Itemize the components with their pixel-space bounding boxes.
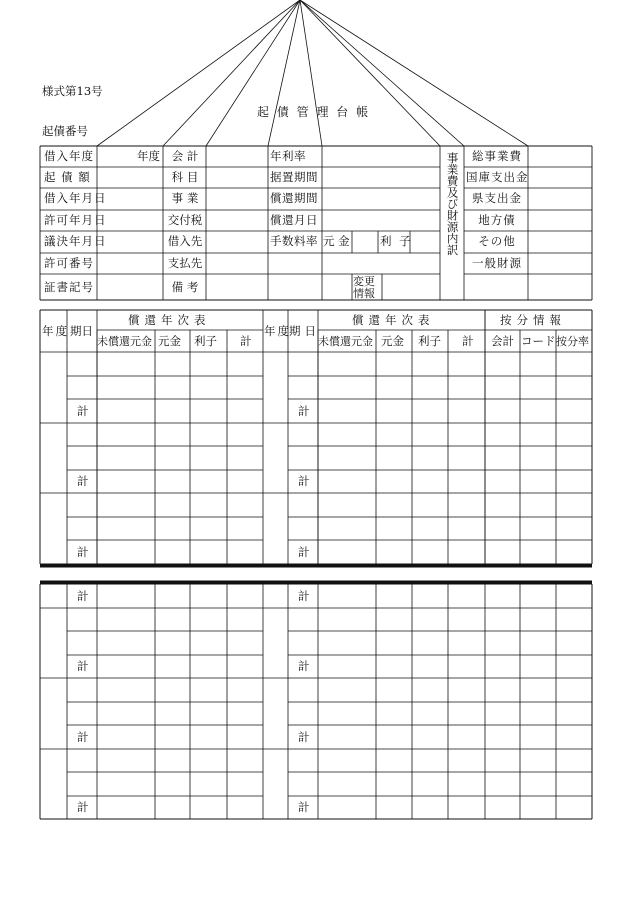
grant-tax-label: 交付税 [167, 213, 203, 227]
allocation-info-header: 按分情報 [500, 313, 566, 327]
subtotal-label-left: 計 [77, 474, 89, 488]
fee-rate-label: 手数料率 [270, 234, 318, 248]
annual-rate-label: 年利率 [270, 149, 306, 163]
permit-number-label: 許可番号 [44, 256, 94, 270]
subtotal-label-left: 計 [77, 589, 89, 603]
borrow-year-label: 借入年度 [44, 149, 94, 163]
interest-header-right: 利子 [418, 334, 441, 348]
subtotal-label-right: 計 [298, 474, 310, 488]
subtotal-label-right: 計 [298, 659, 310, 673]
subtotal-label-right: 計 [298, 800, 310, 814]
period-header-left: 期日 [70, 324, 93, 338]
repay-table-header-right: 償還年次表 [352, 313, 435, 327]
principal-header-right: 元金 [381, 334, 404, 348]
grid-line [268, 0, 300, 146]
bond-amount-label: 起 債 額 [44, 170, 91, 184]
subtotal-label-left: 計 [77, 800, 89, 814]
fee-principal-label: 元 金 [323, 234, 350, 248]
account-label: 会 計 [171, 149, 199, 163]
deferment-label: 据置期間 [270, 170, 318, 184]
grid-line [300, 0, 440, 146]
remarks-label: 備 考 [171, 280, 199, 294]
resolution-date-label: 議決年月日 [44, 234, 107, 248]
year-header-right: 年度 [264, 324, 291, 338]
change-info-label: 変更情報 [353, 275, 375, 300]
total-cost-label: 総事業費 [472, 149, 522, 163]
period-header-right: 期日 [289, 324, 320, 338]
local-bond-label: 地方債 [478, 213, 516, 227]
payment-place-label: 支払先 [167, 256, 203, 270]
subtotal-label-right: 計 [298, 545, 310, 559]
total-header-right: 計 [462, 334, 474, 348]
project-label: 事 業 [171, 191, 199, 205]
code-header: コード [521, 334, 556, 348]
subtotal-label-left: 計 [77, 545, 89, 559]
principal-header-left: 元金 [158, 334, 181, 348]
grid-line [206, 0, 300, 146]
page-title: 起 債 管 理 台 帳 [257, 105, 371, 119]
ratio-header: 按分率 [556, 335, 589, 348]
national-treasury-label: 国庫支出金 [466, 170, 529, 184]
lender-label: 借入先 [167, 234, 203, 248]
other-label: その他 [478, 234, 516, 248]
item-label: 科 目 [171, 170, 199, 184]
grid-line [300, 0, 528, 146]
subtotal-label-left: 計 [77, 404, 89, 418]
subtotal-label-right: 計 [298, 730, 310, 744]
grid-line [97, 0, 300, 146]
borrow-date-label: 借入年月日 [44, 191, 107, 205]
certificate-symbol-label: 証書記号 [44, 280, 94, 294]
interest-header-left: 利子 [194, 334, 217, 348]
grid-line [300, 0, 322, 146]
subtotal-label-right: 計 [298, 404, 310, 418]
subtotal-label-left: 計 [77, 730, 89, 744]
year-header-left: 年度 [42, 324, 69, 338]
form-number: 様式第13号 [42, 84, 103, 98]
unpaid-principal-header-left: 未償還元金 [97, 335, 152, 348]
grid-line [163, 0, 300, 146]
permit-date-label: 許可年月日 [44, 213, 107, 227]
repay-table-header-left: 償還年次表 [128, 313, 211, 327]
account-header: 会計 [491, 334, 514, 348]
subtotal-label-right: 計 [298, 589, 310, 603]
total-header-left: 計 [240, 334, 252, 348]
general-fund-label: 一般財源 [472, 256, 522, 270]
unpaid-principal-header-right: 未償還元金 [318, 335, 373, 348]
subtotal-label-left: 計 [77, 659, 89, 673]
breakdown-vertical-label: 事業費及び財源内訳 [445, 152, 460, 256]
grid-line [300, 0, 464, 146]
bond-number-label: 起債番号 [42, 124, 88, 138]
prefectural-label: 県支出金 [472, 191, 522, 205]
repay-period-label: 償還期間 [270, 191, 318, 205]
repay-month-day-label: 償還月日 [270, 213, 318, 227]
year-suffix-label: 年度 [137, 149, 160, 163]
fee-interest-label: 利 子 [380, 234, 413, 248]
